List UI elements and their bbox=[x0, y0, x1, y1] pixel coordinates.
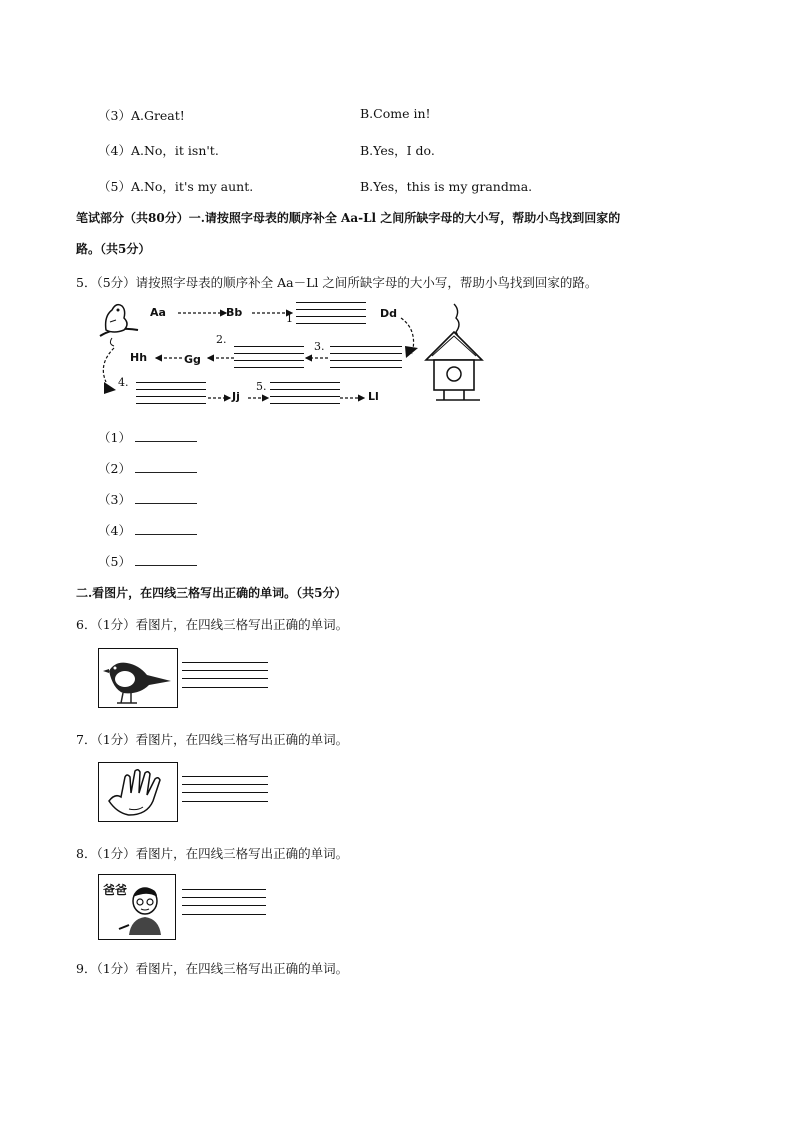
answer-label: （2） bbox=[98, 461, 131, 476]
answer-blank[interactable] bbox=[135, 491, 197, 504]
q6-writing-lines[interactable] bbox=[182, 662, 268, 688]
slot-number-2: 2. bbox=[216, 333, 227, 346]
slot-number-3: 3. bbox=[314, 340, 325, 353]
q7-text: 7．（1分）看图片，在四线三格写出正确的单词。 bbox=[76, 732, 349, 747]
letter-ll: Ll bbox=[368, 390, 379, 403]
answer-4 bbox=[98, 521, 197, 539]
hand-icon bbox=[99, 763, 177, 821]
q6-picture bbox=[98, 648, 178, 708]
answer-label: （3） bbox=[98, 492, 131, 507]
letter-jj: Jj bbox=[232, 390, 240, 403]
writing-lines-5[interactable] bbox=[270, 382, 340, 404]
bird-icon bbox=[100, 305, 138, 346]
q7-writing-lines[interactable] bbox=[182, 776, 268, 802]
slot-number-4: 4. bbox=[118, 376, 129, 389]
option-num: （5） bbox=[98, 179, 131, 194]
answer-blank[interactable] bbox=[135, 429, 197, 442]
option-row-5 bbox=[98, 177, 253, 195]
option-num: （3） bbox=[98, 108, 131, 123]
writing-lines-2[interactable] bbox=[234, 346, 304, 368]
q5-text: 5．（5分）请按照字母表的顺序补全 Aa－Ll 之间所缺字母的大小写，帮助小鸟找到回家的路。 bbox=[76, 275, 598, 290]
writing-lines-1[interactable] bbox=[296, 302, 366, 324]
answer-label: （1） bbox=[98, 430, 131, 445]
slot-number-1: 1 bbox=[286, 312, 293, 325]
letter-aa: Aa bbox=[150, 306, 166, 319]
writing-lines-3[interactable] bbox=[330, 346, 402, 368]
q8-picture-label: 爸爸 bbox=[103, 883, 128, 897]
father-icon bbox=[117, 885, 173, 937]
answer-label: （5） bbox=[98, 554, 131, 569]
letter-dd: Dd bbox=[380, 307, 398, 320]
option-num: （4） bbox=[98, 143, 131, 158]
letter-gg: Gg bbox=[184, 353, 201, 366]
q6-text: 6．（1分）看图片，在四线三格写出正确的单词。 bbox=[76, 617, 349, 632]
answer-3 bbox=[98, 490, 197, 508]
option-b-5: B.Yes，this is my grandma. bbox=[360, 179, 533, 194]
section1-heading-line2: 路。（共5分） bbox=[76, 242, 151, 256]
answer-1 bbox=[98, 428, 197, 446]
option-b-3: B.Come in! bbox=[360, 106, 431, 121]
slot-number-5: 5. bbox=[256, 380, 267, 393]
q7-picture bbox=[98, 762, 178, 822]
bird-icon bbox=[99, 649, 177, 707]
option-a: A.Great! bbox=[130, 108, 185, 123]
option-row-3 bbox=[98, 106, 185, 124]
birdhouse-icon bbox=[426, 304, 482, 400]
alphabet-path-diagram bbox=[96, 296, 486, 414]
answer-blank[interactable] bbox=[135, 522, 197, 535]
section2-heading: 二.看图片，在四线三格写出正确的单词。（共5分） bbox=[76, 586, 347, 600]
q9-text: 9．（1分）看图片，在四线三格写出正确的单词。 bbox=[76, 961, 349, 976]
letter-hh: Hh bbox=[130, 351, 148, 364]
q8-picture bbox=[98, 874, 176, 940]
answer-blank[interactable] bbox=[135, 460, 197, 473]
section1-heading-line1: 笔试部分（共80分）一.请按照字母表的顺序补全 Aa-Ll 之间所缺字母的大小写，帮助小鸟找到回家的 bbox=[76, 211, 621, 225]
answer-label: （4） bbox=[98, 523, 131, 538]
option-b-4: B.Yes，I do. bbox=[360, 143, 435, 158]
q8-text: 8．（1分）看图片，在四线三格写出正确的单词。 bbox=[76, 846, 349, 861]
writing-lines-4[interactable] bbox=[136, 382, 206, 404]
q8-writing-lines[interactable] bbox=[182, 889, 266, 915]
answer-5 bbox=[98, 552, 197, 570]
option-row-4 bbox=[98, 141, 219, 159]
option-a: A.No，it's my aunt. bbox=[130, 179, 254, 194]
option-a: A.No，it isn't. bbox=[130, 143, 219, 158]
answer-2 bbox=[98, 459, 197, 477]
letter-bb: Bb bbox=[226, 306, 243, 319]
answer-blank[interactable] bbox=[135, 553, 197, 566]
